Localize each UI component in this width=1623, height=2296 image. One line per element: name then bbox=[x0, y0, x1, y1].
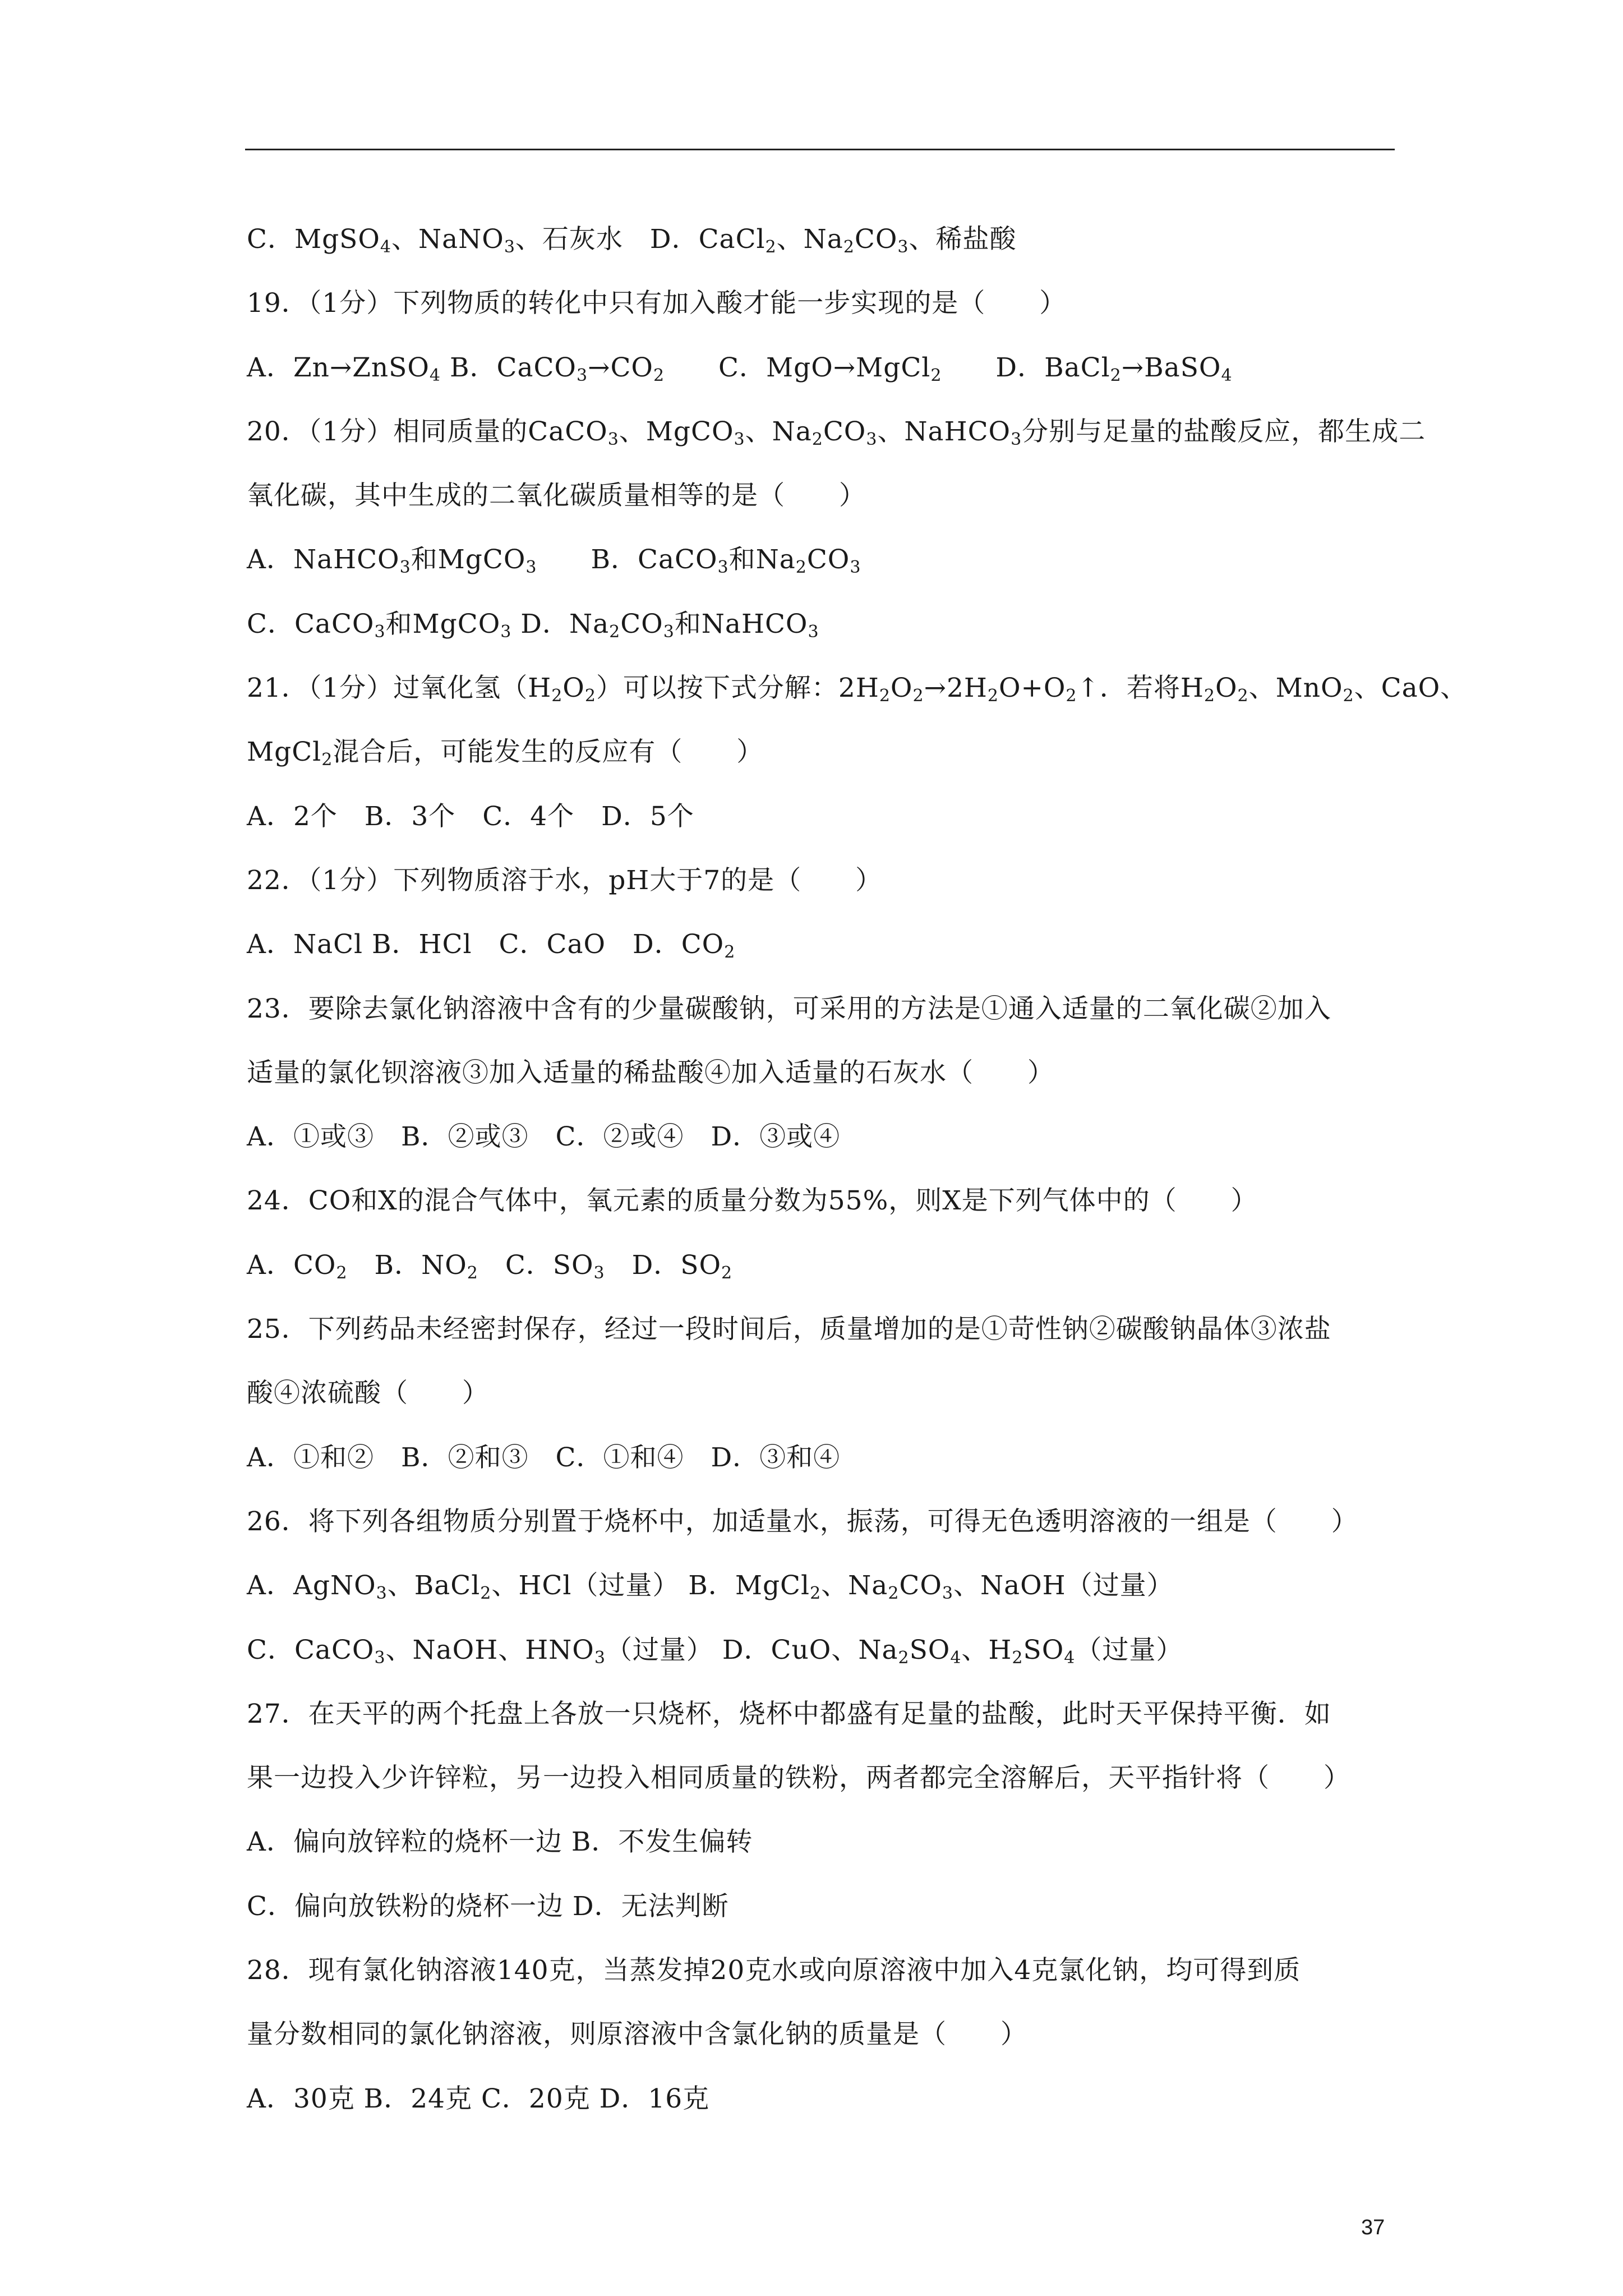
text-line: C．CaCO$_3$、NaOH、$HNO_3$（过量） D．CuO、$Na_2SO_4$、$H_2SO_4$（过量） bbox=[247, 1634, 1183, 1668]
text-line: A．2个 B．3个 C．4个 D．5个 bbox=[247, 800, 694, 832]
text-line: 25．下列药品未经密封保存，经过一段时间后，质量增加的是①苛性钠②碳酸钠晶体③浓盐 bbox=[247, 1314, 1331, 1345]
text-line: 量分数相同的氯化钠溶液，则原溶液中含氯化钠的质量是（ ） bbox=[247, 2019, 1027, 2050]
text-line: 23．要除去氯化钠溶液中含有的少量碳酸钠，可采用的方法是①通入适量的二氧化碳②加入 bbox=[247, 993, 1331, 1024]
text-line: A．30克 B．24克 C．20克 D．16克 bbox=[247, 2083, 710, 2114]
text-line: 21．（1分）过氧化氢$(H_2O_2)$可以按下式分解：$2H_2O_2\to 2H_2O+O_2↑$．若将$H_2O_2$、MnO$_2$、CaO、 bbox=[247, 673, 1468, 706]
text-line: 28．现有氯化钠溶液140克，当蒸发掉20克水或向原溶液中加入4克氯化钠，均可得到质 bbox=[247, 1955, 1301, 1986]
text-line: 适量的氯化钡溶液③加入适量的稀盐酸④加入适量的石灰水（ ） bbox=[247, 1057, 1054, 1088]
text-line: 酸④浓硫酸（ ） bbox=[247, 1378, 489, 1409]
text-line: C．CaCO$_3$和MgCO$_3$ D．$Na_2CO_3$和NaHCO$_3$ bbox=[247, 608, 819, 642]
text-line: 24．CO和X的混合气体中，氧元素的质量分数为55%，则X是下列气体中的（ ） bbox=[247, 1185, 1258, 1217]
text-line: MgCl$_2$混合后，可能发生的反应有（ ） bbox=[247, 737, 764, 770]
text-line: 22．（1分）下列物质溶于水，pH大于7的是（ ） bbox=[247, 864, 883, 896]
text-line: A．①和② B．②和③ C．①和④ D．③和④ bbox=[247, 1442, 841, 1473]
text-line: A．Zn→ZnSO$_4$ B．$CaCO_3\to CO_2$ C．MgO→MgCl$_2$ D．BaCl$_2$→BaSO$_4$ bbox=[247, 352, 1233, 385]
text-line: A．偏向放锌粒的烧杯一边 B．不发生偏转 bbox=[247, 1826, 753, 1858]
text-line: A．NaHCO$_3$和MgCO$_3$ B．CaCO$_3$和$Na_2CO_3$ bbox=[247, 544, 861, 578]
text-line: 20．（1分）相同质量的CaCO$_3$、MgCO$_3$、$Na_2CO_3$、NaHCO$_3$分别与足量的盐酸反应，都生成二 bbox=[247, 416, 1426, 449]
text-line: 26．将下列各组物质分别置于烧杯中，加适量水，振荡，可得无色透明溶液的一组是（ ） bbox=[247, 1506, 1358, 1537]
text-line: 27．在天平的两个托盘上各放一只烧杯，烧杯中都盛有足量的盐酸，此时天平保持平衡．如 bbox=[247, 1698, 1331, 1729]
text-line: C．偏向放铁粉的烧杯一边 D．无法判断 bbox=[247, 1890, 729, 1922]
text-line: A．$CO_2$ B．$NO_2$ C．$SO_3$ D．$SO_2$ bbox=[247, 1249, 733, 1283]
header-rule bbox=[245, 149, 1395, 150]
text-line: A．NaCl B．HCl C．CaO D．$CO_2$ bbox=[247, 929, 736, 963]
question-text-block bbox=[247, 208, 1468, 2131]
text-line: C．MgSO$_4$、NaNO$_3$、石灰水 D．CaCl$_2$、$Na_2CO_3$、稀盐酸 bbox=[247, 224, 1017, 257]
text-line: A．AgNO$_3$、BaCl$_2$、HCl（过量） B．MgCl$_2$、$Na_2CO_3$、NaOH（过量） bbox=[247, 1570, 1174, 1604]
text-line: 19．（1分）下列物质的转化中只有加入酸才能一步实现的是（ ） bbox=[247, 288, 1067, 319]
text-line: 氧化碳，其中生成的二氧化碳质量相等的是（ ） bbox=[247, 480, 866, 512]
text-line: 果一边投入少许锌粒，另一边投入相同质量的铁粉，两者都完全溶解后，天平指针将（ ） bbox=[247, 1763, 1350, 1794]
text-line: A．①或③ B．②或③ C．②或④ D．③或④ bbox=[247, 1121, 841, 1153]
page-number: 37 bbox=[1361, 2216, 1385, 2239]
